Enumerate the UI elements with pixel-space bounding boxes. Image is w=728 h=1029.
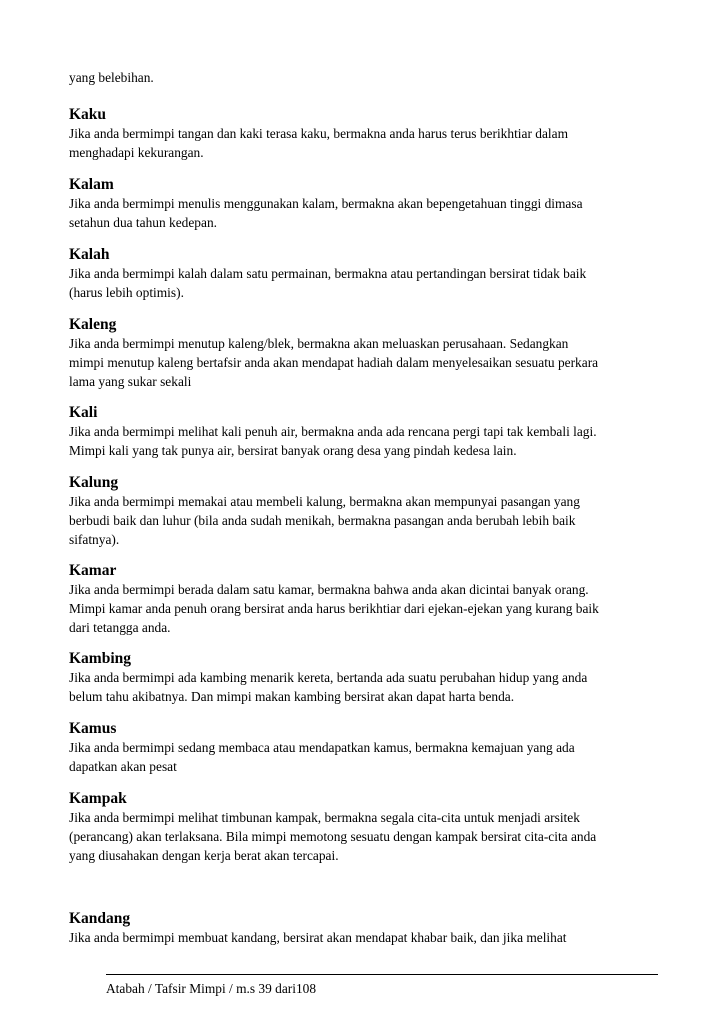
- entry-line: (perancang) akan terlaksana. Bila mimpi memotong sesuatu dengan kampak bersirat cita-cita anda: [69, 829, 597, 844]
- entry-title: Kampak: [69, 790, 127, 807]
- entry-line: Jika anda bermimpi memakai atau membeli kalung, bermakna akan mempunyai pasangan yang: [69, 494, 580, 509]
- entry-kalam: [69, 175, 659, 232]
- entry-title: Kalam: [69, 176, 114, 193]
- entry-kalah: [69, 245, 659, 302]
- intro-line: yang belebihan.: [69, 70, 154, 85]
- entry-title: Kalah: [69, 246, 110, 263]
- entry-title: Kamar: [69, 562, 117, 579]
- entry-line: Jika anda bermimpi melihat timbunan kampak, bermakna segala cita-cita untuk menjadi arsitek: [69, 810, 580, 825]
- entry-kambing: [69, 649, 659, 706]
- entry-line: Jika anda bermimpi tangan dan kaki terasa kaku, bermakna anda harus terus berikhtiar dalam: [69, 126, 568, 141]
- entry-title: Kaku: [69, 106, 107, 123]
- footer-divider: [106, 974, 658, 975]
- entry-line: lama yang sukar sekali: [69, 374, 192, 389]
- entry-title: Kandang: [69, 910, 131, 927]
- entry-line: menghadapi kekurangan.: [69, 145, 204, 160]
- entry-line: Jika anda bermimpi berada dalam satu kamar, bermakna bahwa anda akan dicintai banyak orang.: [69, 582, 589, 597]
- entry-line: Jika anda bermimpi menutup kaleng/blek, bermakna akan meluaskan perusahaan. Sedangkan: [69, 336, 569, 351]
- entry-line: belum tahu akibatnya. Dan mimpi makan kambing bersirat akan dapat harta benda.: [69, 689, 515, 704]
- entry-kampak: [69, 789, 659, 865]
- entry-kalung: [69, 473, 659, 549]
- entry-line: setahun dua tahun kedepan.: [69, 215, 217, 230]
- entry-title: Kambing: [69, 650, 132, 667]
- entry-kali: [69, 403, 659, 460]
- entry-kamus: [69, 719, 659, 776]
- entry-line: sifatnya).: [69, 532, 120, 547]
- entry-line: Mimpi kamar anda penuh orang bersirat anda harus berikhtiar dari ejekan-ejekan yang kurang baik: [69, 601, 599, 616]
- entry-line: Jika anda bermimpi melihat kali penuh air, bermakna anda ada rencana pergi tapi tak kembali lagi.: [69, 424, 597, 439]
- entry-title: Kamus: [69, 720, 117, 737]
- entry-line: (harus lebih optimis).: [69, 285, 184, 300]
- entry-line: Jika anda bermimpi membuat kandang, bersirat akan mendapat khabar baik, dan jika melihat: [69, 930, 567, 945]
- entry-title: Kaleng: [69, 316, 117, 333]
- entry-title: Kalung: [69, 474, 119, 491]
- entry-kamar: [69, 561, 659, 637]
- entry-line: mimpi menutup kaleng bertafsir anda akan mendapat hadiah dalam menyelesaikan sesuatu perkara: [69, 355, 599, 370]
- entry-line: dapatkan akan pesat: [69, 759, 177, 774]
- entry-line: Jika anda bermimpi kalah dalam satu permainan, bermakna atau pertandingan bersirat tidak baik: [69, 266, 587, 281]
- entry-line: Mimpi kali yang tak punya air, bersirat banyak orang desa yang pindah kedesa lain.: [69, 443, 517, 458]
- entry-kandang: [69, 909, 659, 947]
- entry-kaku: [69, 105, 659, 162]
- entry-line: dari tetangga anda.: [69, 620, 171, 635]
- entry-line: berbudi baik dan luhur (bila anda sudah menikah, bermakna pasangan anda berubah lebih baik: [69, 513, 576, 528]
- entry-line: Jika anda bermimpi menulis menggunakan kalam, bermakna akan bepengetahuan tinggi dimasa: [69, 196, 583, 211]
- entry-line: yang diusahakan dengan kerja berat akan tercapai.: [69, 848, 339, 863]
- entry-kaleng: [69, 315, 659, 391]
- page-footer: Atabah / Tafsir Mimpi / m.s 39 dari108: [106, 981, 317, 996]
- entry-line: Jika anda bermimpi sedang membaca atau mendapatkan kamus, bermakna kemajuan yang ada: [69, 740, 575, 755]
- entry-line: Jika anda bermimpi ada kambing menarik kereta, bertanda ada suatu perubahan hidup yang anda: [69, 670, 588, 685]
- entry-title: Kali: [69, 404, 98, 421]
